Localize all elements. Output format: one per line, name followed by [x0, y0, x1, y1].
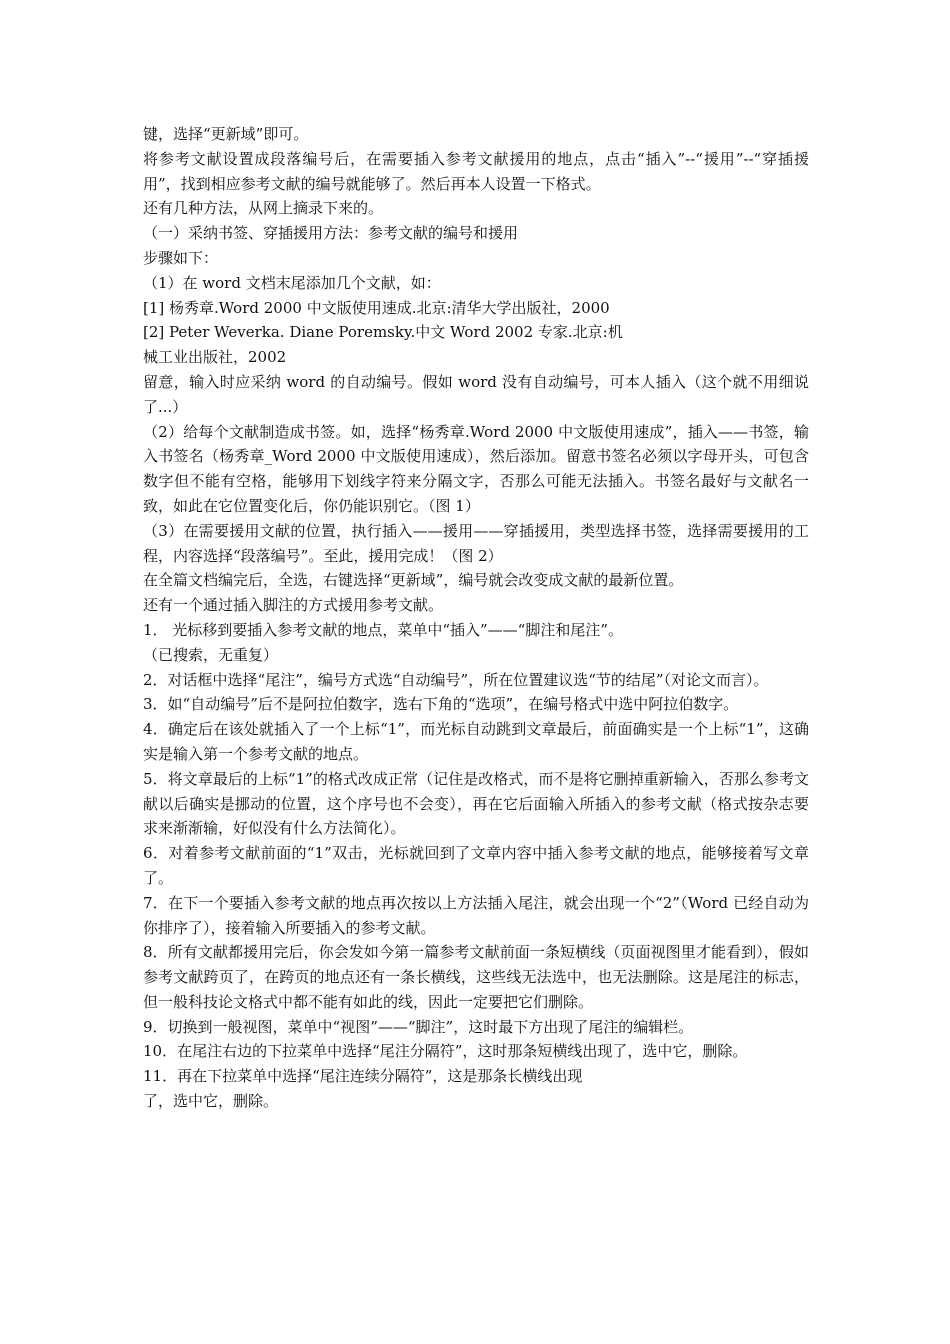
list-item-5: 5．将文章最后的上标“1”的格式改成正常（记住是改格式，而不是将它删掉重新输入，否那么参考文献以后确实是挪动的位置，这个序号也不会变），再在它后面输入所插入的参考文献（格式按杂志要求来渐渐输，好似没有什么方法简化）。	[143, 769, 809, 838]
paragraph-4: （一）采纳书签、穿插援用方法：参考文献的编号和援用	[143, 224, 519, 243]
paragraph-footnote-method: 还有一个通过插入脚注的方式援用参考文献。	[143, 596, 444, 615]
list-item-2: 2．对话框中选择“尾注”，编号方式选“自动编号”，所在位置建议选“节的结尾”（对论文而言）。	[143, 670, 769, 689]
paragraph-note: 留意，输入时应采纳 word 的自动编号。假如 word 没有自动编号，可本人插入（这个就不用细说了...）	[143, 372, 809, 416]
reference-2-continued: 械工业出版社，2002	[143, 348, 287, 367]
list-item-10: 10．在尾注右边的下拉菜单中选择“尾注分隔符”，这时那条短横线出现了，选中它，删除。	[143, 1042, 748, 1061]
paragraph-3: 还有几种方法，从网上摘录下来的。	[143, 199, 384, 218]
list-item-1: 1． 光标移到要插入参考文献的地点，菜单中“插入”——“脚注和尾注”。	[143, 620, 623, 639]
paragraph-step-2: （2）给每个文献制造成书签。如，选择“杨秀章.Word 2000 中文版使用速成”，插入——书签，输入书签名（杨秀章_Word 2000 中文版使用速成），然后添加。留意书签名必须以字母开头，可包含数字但不能有空格，能够用下划线字符来分隔文字，否那么可能无法插入。书签名最好与文献名一致，如此在它位置变化后，你仍能识别它。（图 1）	[143, 422, 809, 515]
list-item-4: 4．确定后在该处就插入了一个上标“1”，而光标自动跳到文章最后，前面确实是一个上标“1”，这确实是输入第一个参考文献的地点。	[143, 720, 809, 763]
reference-1: [1] 杨秀章.Word 2000 中文版使用速成.北京:清华大学出版社，2000	[143, 298, 610, 317]
paragraph-6: （1）在 word 文档末尾添加几个文献，如：	[143, 273, 441, 292]
list-item-9: 9．切换到一般视图，菜单中“视图”——“脚注”，这时最下方出现了尾注的编辑栏。	[143, 1017, 694, 1036]
paragraph-1: 键，选择“更新域”即可。	[143, 125, 309, 143]
paragraph-step-3: （3）在需要援用文献的位置，执行插入——援用——穿插援用，类型选择书签，选择需要援用的工程，内容选择“段落编号”。至此，援用完成！（图 2）	[143, 521, 809, 565]
paragraph-2: 将参考文献设置成段落编号后，在需要插入参考文献援用的地点，点击“插入”--“援用”--“穿插援用”，找到相应参考文献的编号就能够了。然后再本人设置一下格式。	[143, 149, 809, 193]
search-note: （已搜索，无重复）	[143, 645, 279, 664]
paragraph-5: 步骤如下：	[143, 248, 219, 267]
list-item-7: 7．在下一个要插入参考文献的地点再次按以上方法插入尾注，就会出现一个“2”（Word 已经自动为你排序了），接着输入所要插入的参考文献。	[143, 893, 809, 937]
list-item-11-continued: 了，选中它，删除。	[143, 1092, 279, 1111]
list-item-8: 8．所有文献都援用完后，你会发如今第一篇参考文献前面一条短横线（页面视图里才能看到），假如参考文献跨页了，在跨页的地点还有一条长横线，这些线无法选中，也无法删除。这是尾注的标志，但一般科技论文格式中都不能有如此的线，因此一定要把它们删除。	[143, 943, 809, 1011]
paragraph-update-fields: 在全篇文档编完后，全选，右键选择“更新域”，编号就会改变成文献的最新位置。	[143, 571, 684, 590]
document-body	[143, 122, 809, 1114]
list-item-3: 3．如“自动编号”后不是阿拉伯数字，选右下角的“选项”，在编号格式中选中阿拉伯数字。	[143, 695, 739, 714]
list-item-6: 6．对着参考文献前面的“1”双击，光标就回到了文章内容中插入参考文献的地点，能够接着写文章了。	[143, 844, 809, 887]
list-item-11: 11．再在下拉菜单中选择“尾注连续分隔符”，这是那条长横线出现	[143, 1067, 583, 1086]
reference-2: [2] Peter Weverka. Diane Poremsky.中文 Word 2002 专家.北京:机	[143, 323, 623, 342]
